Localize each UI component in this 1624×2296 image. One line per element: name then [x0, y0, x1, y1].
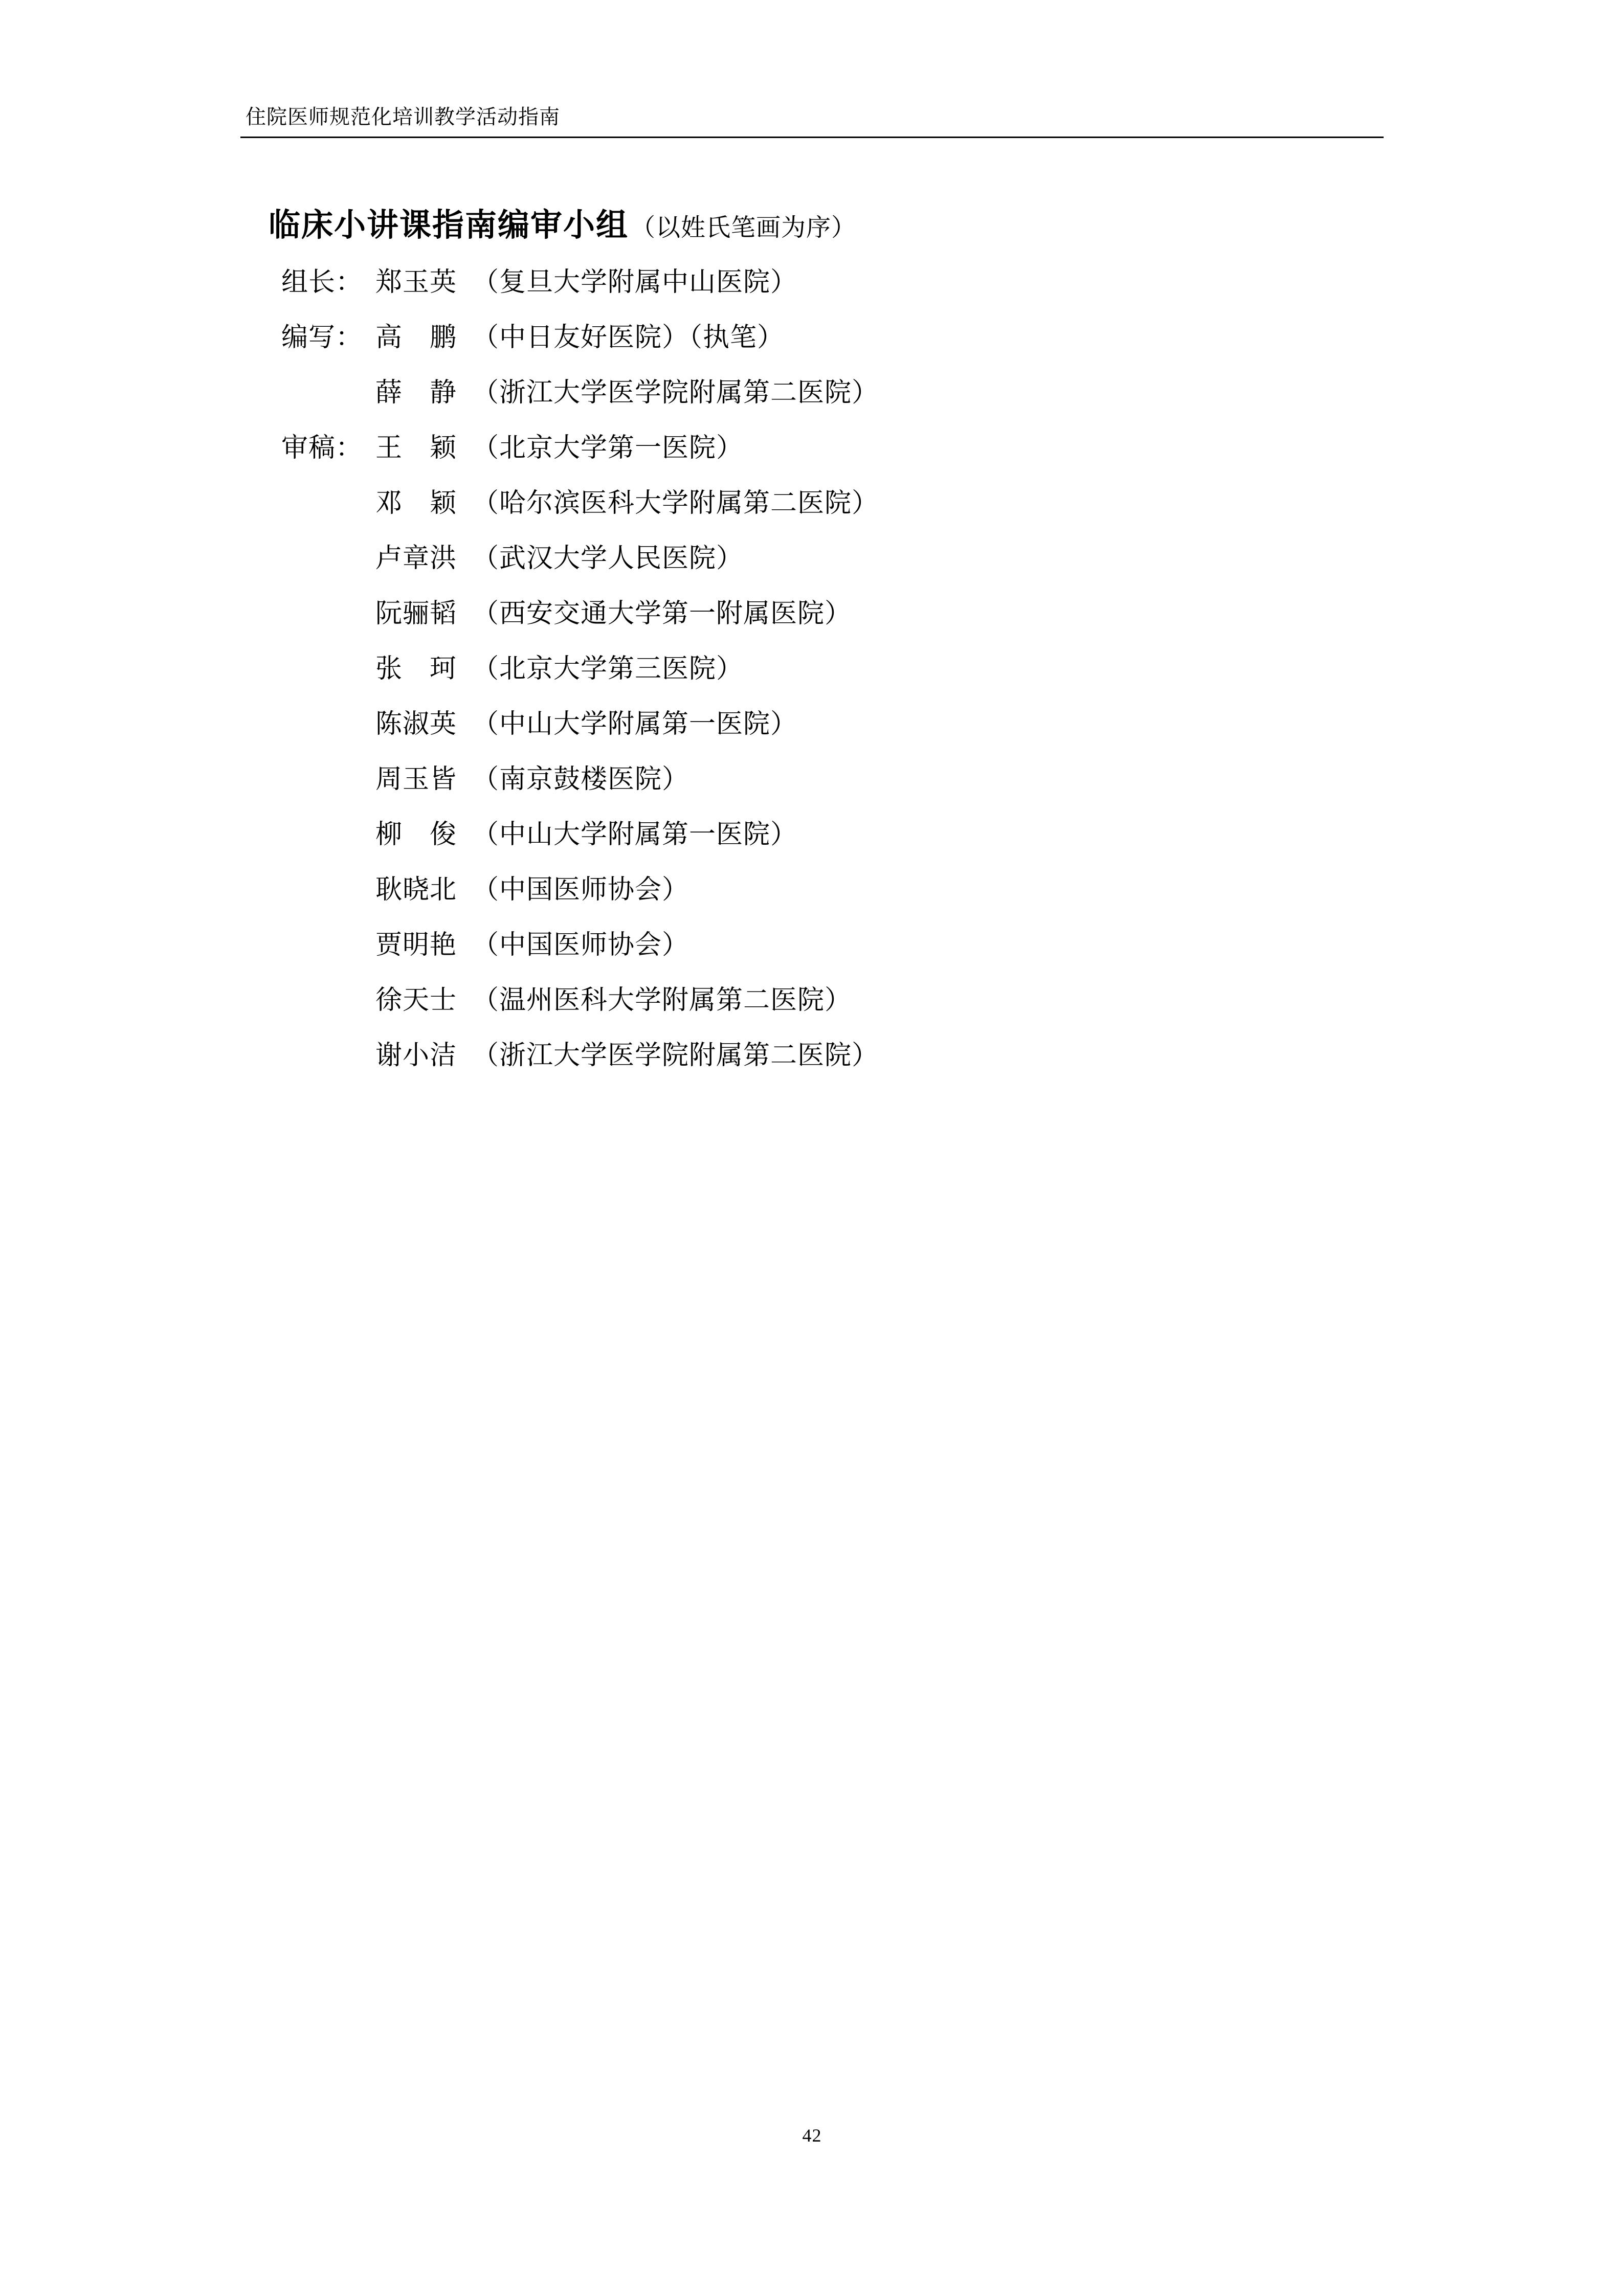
list-item	[240, 601, 1386, 627]
header-divider	[240, 137, 1384, 138]
list-item	[240, 1043, 1386, 1069]
member-name: 张 珂	[375, 655, 457, 684]
member-name: 卢章洪	[375, 544, 457, 573]
page-title	[240, 199, 1386, 245]
member-affiliation: （复旦大学附属中山医院）	[472, 268, 798, 297]
list-item	[240, 877, 1386, 904]
list-item	[240, 767, 1386, 793]
list-item	[240, 932, 1386, 959]
member-affiliation: （南京鼓楼医院）	[472, 765, 689, 794]
member-name: 徐天士	[375, 986, 457, 1015]
member-name: 高 鹏	[375, 323, 457, 352]
list-item	[240, 380, 1386, 407]
member-affiliation: （北京大学第三医院）	[472, 655, 744, 684]
member-affiliation: （中国医师协会）	[472, 875, 689, 905]
member-name: 贾明艳	[375, 931, 457, 960]
member-name: 王 颖	[375, 434, 457, 463]
member-affiliation: （西安交通大学第一附属医院）	[472, 599, 852, 628]
list-item	[240, 325, 1386, 351]
member-affiliation: （温州医科大学附属第二医院）	[472, 986, 852, 1015]
list-item	[240, 435, 1386, 462]
member-name: 耿晓北	[375, 875, 457, 905]
member-affiliation: （中山大学附属第一医院）	[472, 820, 798, 849]
member-affiliation: （浙江大学医学院附属第二医院）	[472, 378, 879, 408]
member-name: 郑玉英	[375, 268, 457, 297]
member-name: 阮骊韬	[375, 599, 457, 628]
role-label: 组长：	[281, 268, 363, 297]
role-label: 审稿：	[281, 434, 363, 463]
member-affiliation: （哈尔滨医科大学附属第二医院）	[472, 489, 879, 518]
member-affiliation: （浙江大学医学院附属第二医院）	[472, 1041, 879, 1070]
role-label: 编写：	[281, 323, 363, 352]
member-name: 薛 静	[375, 378, 457, 408]
member-affiliation: （北京大学第一医院）	[472, 434, 744, 463]
member-affiliation: （中国医师协会）	[472, 931, 689, 960]
member-name: 柳 俊	[375, 820, 457, 849]
page-title-main: 临床小讲课指南编审小组	[269, 206, 629, 243]
member-name: 周玉皆	[375, 765, 457, 794]
document-body	[240, 199, 1386, 1098]
page-title-note: （以姓氏笔画为序）	[631, 214, 857, 241]
member-affiliation: （中日友好医院）（执笔）	[472, 323, 785, 352]
list-item	[240, 987, 1386, 1014]
page-number: 42	[802, 2125, 822, 2146]
running-header	[240, 105, 1384, 138]
member-affiliation: （武汉大学人民医院）	[472, 544, 744, 573]
member-name: 谢小洁	[375, 1041, 457, 1070]
member-affiliation: （中山大学附属第一医院）	[472, 710, 798, 739]
list-item	[240, 269, 1386, 296]
running-header-text: 住院医师规范化培训教学活动指南	[246, 105, 560, 128]
list-item	[240, 656, 1386, 683]
member-name: 邓 颖	[375, 489, 457, 518]
list-item	[240, 490, 1386, 517]
list-item	[240, 822, 1386, 848]
list-item	[240, 711, 1386, 738]
member-name: 陈淑英	[375, 710, 457, 739]
list-item	[240, 546, 1386, 572]
